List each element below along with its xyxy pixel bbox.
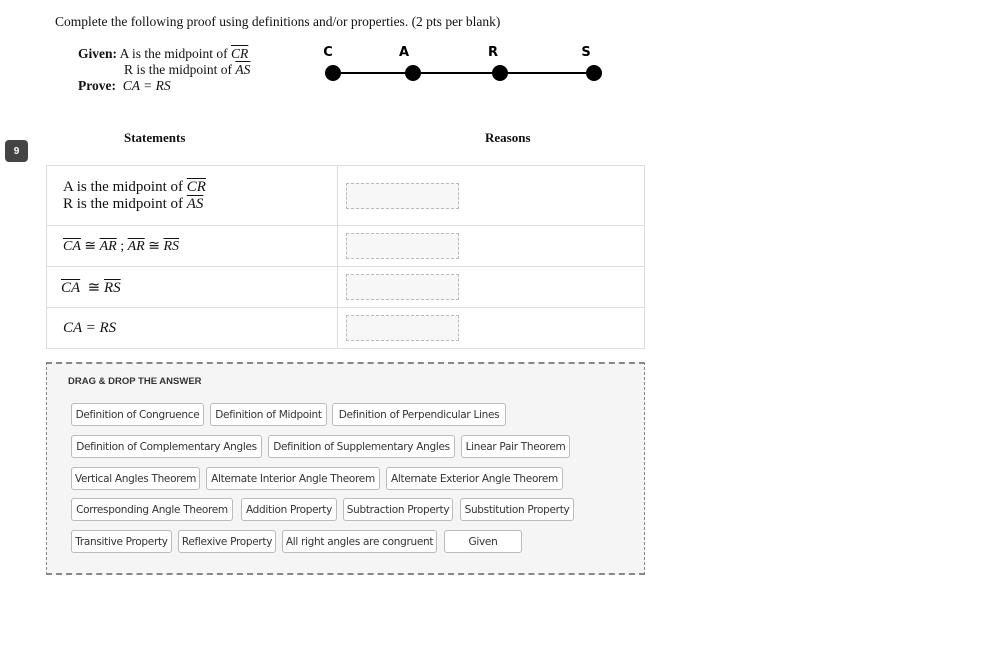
reason-drop-zone-2[interactable] <box>346 233 459 259</box>
statement-4: CA = RS <box>47 308 338 349</box>
reason-drop-zone-4[interactable] <box>346 315 459 341</box>
given-label: Given: <box>78 46 117 61</box>
answer-chip[interactable]: Alternate Exterior Angle Theorem <box>386 467 563 490</box>
statements-header: Statements <box>124 130 186 145</box>
statement-3: $\overline{CA}$ ≅ $\overline{RS}$ <box>47 267 338 308</box>
answer-chip[interactable]: Reflexive Property <box>178 530 276 553</box>
answer-chip[interactable]: Linear Pair Theorem <box>461 435 570 458</box>
reasons-header: Reasons <box>485 130 531 145</box>
prove-statement: CA = RS <box>122 78 171 93</box>
given-1: A is the midpoint of <box>119 46 232 61</box>
table-row <box>47 226 645 267</box>
point-r <box>492 65 508 81</box>
point-s <box>586 65 602 81</box>
given-1-segment: $\overline{CR}$ <box>231 46 249 61</box>
prove-label: Prove: <box>78 78 116 93</box>
instructions: Complete the following proof using definitions and/or properties. (2 pts per blank) <box>55 14 501 29</box>
point-a <box>405 65 421 81</box>
answer-chip[interactable]: Given <box>444 530 522 553</box>
answer-chip[interactable]: Transitive Property <box>71 530 172 553</box>
question-number-badge: 9 <box>5 140 28 162</box>
answer-chip[interactable]: Definition of Perpendicular Lines <box>332 403 506 426</box>
answer-chip[interactable]: Vertical Angles Theorem <box>71 467 200 490</box>
answer-chip[interactable]: Definition of Complementary Angles <box>71 435 262 458</box>
given-2-segment: $\overline{AS}$ <box>235 62 251 77</box>
table-row <box>47 308 645 349</box>
answer-chip[interactable]: Definition of Midpoint <box>210 403 327 426</box>
given-2: R is the midpoint of <box>124 62 236 77</box>
answer-chip[interactable]: Substitution Property <box>460 498 574 521</box>
proof-table <box>46 165 645 349</box>
answer-chip[interactable]: All right angles are congruent <box>282 530 437 553</box>
reason-drop-zone-3[interactable] <box>346 274 459 300</box>
answer-chip[interactable]: Corresponding Angle Theorem <box>71 498 233 521</box>
statement-2: $\overline{CA}$ ≅ $\overline{AR}$ ; $\overline{AR}$ ≅ $\overline{RS}$ <box>47 226 338 267</box>
line-diagram <box>310 38 620 88</box>
table-row <box>47 166 645 226</box>
answer-chip[interactable]: Definition of Supplementary Angles <box>268 435 455 458</box>
given-prove <box>78 46 250 94</box>
label-s: S <box>581 45 591 60</box>
answer-chip[interactable]: Definition of Congruence <box>71 403 204 426</box>
answer-chip[interactable]: Addition Property <box>241 498 337 521</box>
answer-chip[interactable]: Alternate Interior Angle Theorem <box>206 467 380 490</box>
label-a: A <box>398 45 410 60</box>
answer-chip[interactable]: Subtraction Property <box>343 498 453 521</box>
statement-1: A is the midpoint of $\overline{CR}$ R is the midpoint of $\overline{AS}$ <box>47 166 338 226</box>
label-c: C <box>323 45 333 60</box>
table-row <box>47 267 645 308</box>
reason-drop-zone-1[interactable] <box>346 183 459 209</box>
label-r: R <box>487 45 499 60</box>
point-c <box>325 65 341 81</box>
answer-bank-label: DRAG & DROP THE ANSWER <box>68 376 202 387</box>
